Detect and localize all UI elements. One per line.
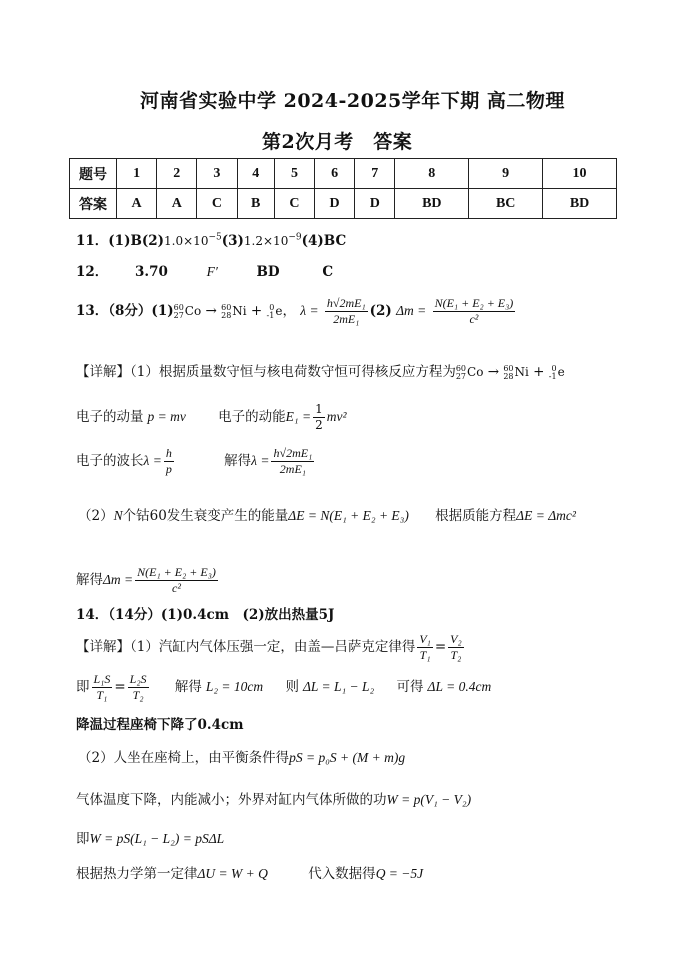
q13-detail-1: 【详解】（1）根据质量数守恒与核电荷数守恒可得核反应方程为 60 27 Co → 60 28 Ni + 0 -1 e — [76, 363, 565, 381]
answer-table — [69, 158, 617, 219]
q13-detail-1-text: 【详解】（1）根据质量数守恒与核电荷数守恒可得核反应方程为 — [76, 364, 456, 380]
dm-fraction: $\frac{\text{N(E₁ + E₂ + E₃)}}{\text{c²}}$ — [434, 296, 514, 326]
table-cell: 4 — [237, 159, 274, 189]
mass-energy-eq: ΔE = Δmc² — [516, 508, 576, 523]
table-cell: 2 — [157, 159, 197, 189]
ni-symbol-2: Ni — [514, 365, 529, 379]
q11-part1: (1)B(2) — [108, 233, 165, 249]
wave-eq: λ = — [143, 453, 162, 468]
table-cell: 3 — [197, 159, 237, 189]
solve2-line — [76, 565, 220, 596]
work2-line — [76, 827, 224, 847]
solve-text: 解得 — [224, 453, 252, 469]
solve-eq: λ = — [251, 453, 270, 468]
solve2-text: 解得 — [76, 572, 103, 588]
first-law-eq: ΔU = W + Q — [197, 866, 268, 881]
q11-label: 11． — [76, 233, 109, 249]
ji-text: 即 — [76, 679, 90, 695]
table-cell: C — [197, 189, 237, 219]
ji2-text: 即 — [76, 831, 90, 847]
v1-t1-fraction: $\frac{\text{V₁}}{\text{T₁}}$ — [419, 632, 431, 662]
detail2-a: （2） — [78, 508, 114, 524]
co-symbol-2: Co — [467, 365, 484, 379]
ni-symbol: Ni — [232, 304, 247, 318]
dm-eq: Δm = — [396, 303, 427, 318]
table-cell: BD — [543, 189, 617, 219]
q11-answer — [76, 229, 346, 249]
q14-calc-line: 即 $\frac{\text{L₁S}}{\text{T₁}}$ = $\frac{\text{L₂S}}{\text{T₂}}$ 解得 L₂ = 10cm 则 ΔL = L₁ − L₂ 可得 ΔL = 0.4cm — [76, 672, 492, 702]
q13-answer: 13．（8分）(1) 60 27 Co → 60 28 Ni + 0 -1 e， λ = $\frac{\text{h√2mE₁}}{\text{2mE₁}}$ (2) Δm = $\frac{\text{N(E₁ + E₂ + E₃)}}{\text{c²}}$ — [76, 296, 514, 326]
get-text: 可得 — [396, 679, 424, 695]
q12-answer-3: BD — [256, 264, 280, 280]
q14-detail-2 — [78, 746, 405, 766]
ni-isotope-2: 60 28 — [503, 363, 514, 381]
work-line — [76, 788, 471, 808]
l2-eq: L₂ = 10cm — [205, 679, 264, 694]
v2-t2-fraction: $\frac{\text{V₂}}{\text{T₂}}$ — [450, 632, 462, 662]
then-text: 则 — [285, 679, 299, 695]
detail2-text: 个钴60发生衰变产生的能量 — [122, 508, 289, 524]
energy-eq: ΔE = N(E₁ + E₂ + E₃) — [288, 508, 409, 523]
q12-answer-4: C — [322, 264, 334, 280]
ke-eq: E₁ = — [285, 409, 312, 424]
q11-value3: 1.2×10 — [243, 234, 289, 248]
wave-text: 电子的波长 — [76, 453, 144, 469]
ke-fraction: $\frac{1}{2}$ — [315, 402, 323, 432]
mass-energy-text: 根据质能方程 — [435, 508, 517, 524]
momentum-eq: p = mv — [147, 409, 186, 424]
q12-answer — [76, 260, 333, 280]
ke-tail: mv² — [326, 409, 347, 424]
q11-part3: (3) — [221, 233, 244, 249]
first-law-line — [76, 862, 423, 882]
detail2-n: N — [113, 508, 123, 523]
q-eq: Q = −5J — [375, 866, 424, 881]
table-cell: A — [157, 189, 197, 219]
table-cell: D — [315, 189, 355, 219]
table-cell: BC — [469, 189, 543, 219]
lambda-fraction: $\frac{\text{h√2mE₁}}{\text{2mE₁}}$ — [326, 296, 366, 326]
solve2-fraction: $\frac{\text{N(E₁ + E₂ + E₃)}}{\text{c²}}$ — [137, 565, 216, 595]
q13-part2: (2) — [369, 303, 392, 319]
first-law-text: 根据热力学第一定律 — [76, 866, 198, 882]
q12-answer-1: 3.70 — [135, 264, 168, 280]
table-cell: 8 — [395, 159, 469, 189]
l2s-fraction: $\frac{\text{L₂S}}{\text{T₂}}$ — [129, 672, 147, 702]
q14-solve-text: 解得 — [174, 679, 202, 695]
q14-detail-1: 【详解】（1）汽缸内气体压强一定，由盖—吕萨克定律得 $\frac{\text{V₁}}{\text{T₁}}$ = $\frac{\text{V₂}}{\text{T₂}}$ — [76, 632, 462, 662]
e-symbol-2: e — [557, 365, 565, 379]
table-cell: 7 — [355, 159, 395, 189]
wave-fraction: $\frac{h}{p}$ — [165, 446, 172, 476]
q12-answer-2: F′ — [206, 264, 218, 279]
co-isotope-2: 60 27 — [455, 363, 467, 381]
table-cell: 10 — [543, 159, 617, 189]
table-cell: B — [237, 189, 274, 219]
table-cell: 1 — [117, 159, 157, 189]
momentum-line — [76, 402, 347, 433]
table-row-answers — [70, 189, 617, 219]
q14-detail-2-text: （2）人坐在座椅上，由平衡条件得 — [78, 750, 290, 766]
q11-part4: (4)BC — [301, 233, 347, 249]
q12-label: 12． — [76, 264, 109, 280]
temp-text: 气体温度下降，内能减小；外界对缸内气体所做的功 — [76, 792, 387, 808]
e-symbol: e — [275, 304, 283, 318]
e-isotope: 0 -1 — [266, 302, 275, 320]
sub-text: 代入数据得 — [308, 866, 376, 882]
solve2-eq: Δm = — [103, 572, 134, 587]
solve-fraction: $\frac{\text{h√2mE₁}}{\text{2mE₁}}$ — [273, 446, 313, 476]
table-cell: C — [274, 189, 314, 219]
page-title: 河南省实验中学 2024-2025学年下期 高二物理 — [140, 90, 565, 112]
table-cell: 5 — [274, 159, 314, 189]
ke-text: 电子的动能 — [218, 409, 286, 425]
work2-eq: W = pS(L₁ − L₂) = pSΔL — [89, 831, 225, 846]
ni-isotope: 60 28 — [221, 302, 232, 320]
table-cell: BD — [395, 189, 469, 219]
page-subtitle: 第2次月考 答案 — [262, 131, 413, 153]
e-isotope-2: 0 -1 — [548, 363, 557, 381]
l1s-fraction: $\frac{\text{L₁S}}{\text{T₁}}$ — [93, 672, 111, 702]
q11-exp3: −9 — [288, 232, 302, 243]
balance-eq: pS = p₀S + (M + m)g — [289, 750, 406, 765]
drop-text: 降温过程座椅下降了0.4cm — [76, 717, 244, 733]
momentum-text: 电子的动量 — [76, 409, 144, 425]
dl-val: ΔL = 0.4cm — [427, 679, 492, 694]
dl-eq: ΔL = L₁ − L₂ — [302, 679, 375, 694]
table-header-cell: 题号 — [70, 159, 117, 189]
table-cell: 6 — [315, 159, 355, 189]
table-cell: D — [355, 189, 395, 219]
table-cell: A — [117, 189, 157, 219]
co-isotope: 60 27 — [173, 302, 184, 320]
table-header-cell: 答案 — [70, 189, 117, 219]
q14-answer: 14．（14分）(1)0.4cm (2)放出热量5J — [76, 607, 335, 623]
work-eq: W = p(V₁ − V₂) — [386, 792, 472, 807]
energy-line — [78, 504, 576, 524]
q13-label: 13．（8分）(1) — [76, 303, 174, 319]
lambda-eq: λ = — [300, 303, 319, 318]
wavelength-line — [76, 446, 316, 477]
q14-detail-1-text: 【详解】（1）汽缸内气体压强一定，由盖—吕萨克定律得 — [76, 639, 416, 655]
table-row-numbers — [70, 159, 617, 189]
co-symbol: Co — [184, 304, 202, 318]
q11-exp1: −5 — [208, 232, 222, 243]
q11-value1: 1.0×10 — [164, 234, 209, 248]
table-cell: 9 — [469, 159, 543, 189]
